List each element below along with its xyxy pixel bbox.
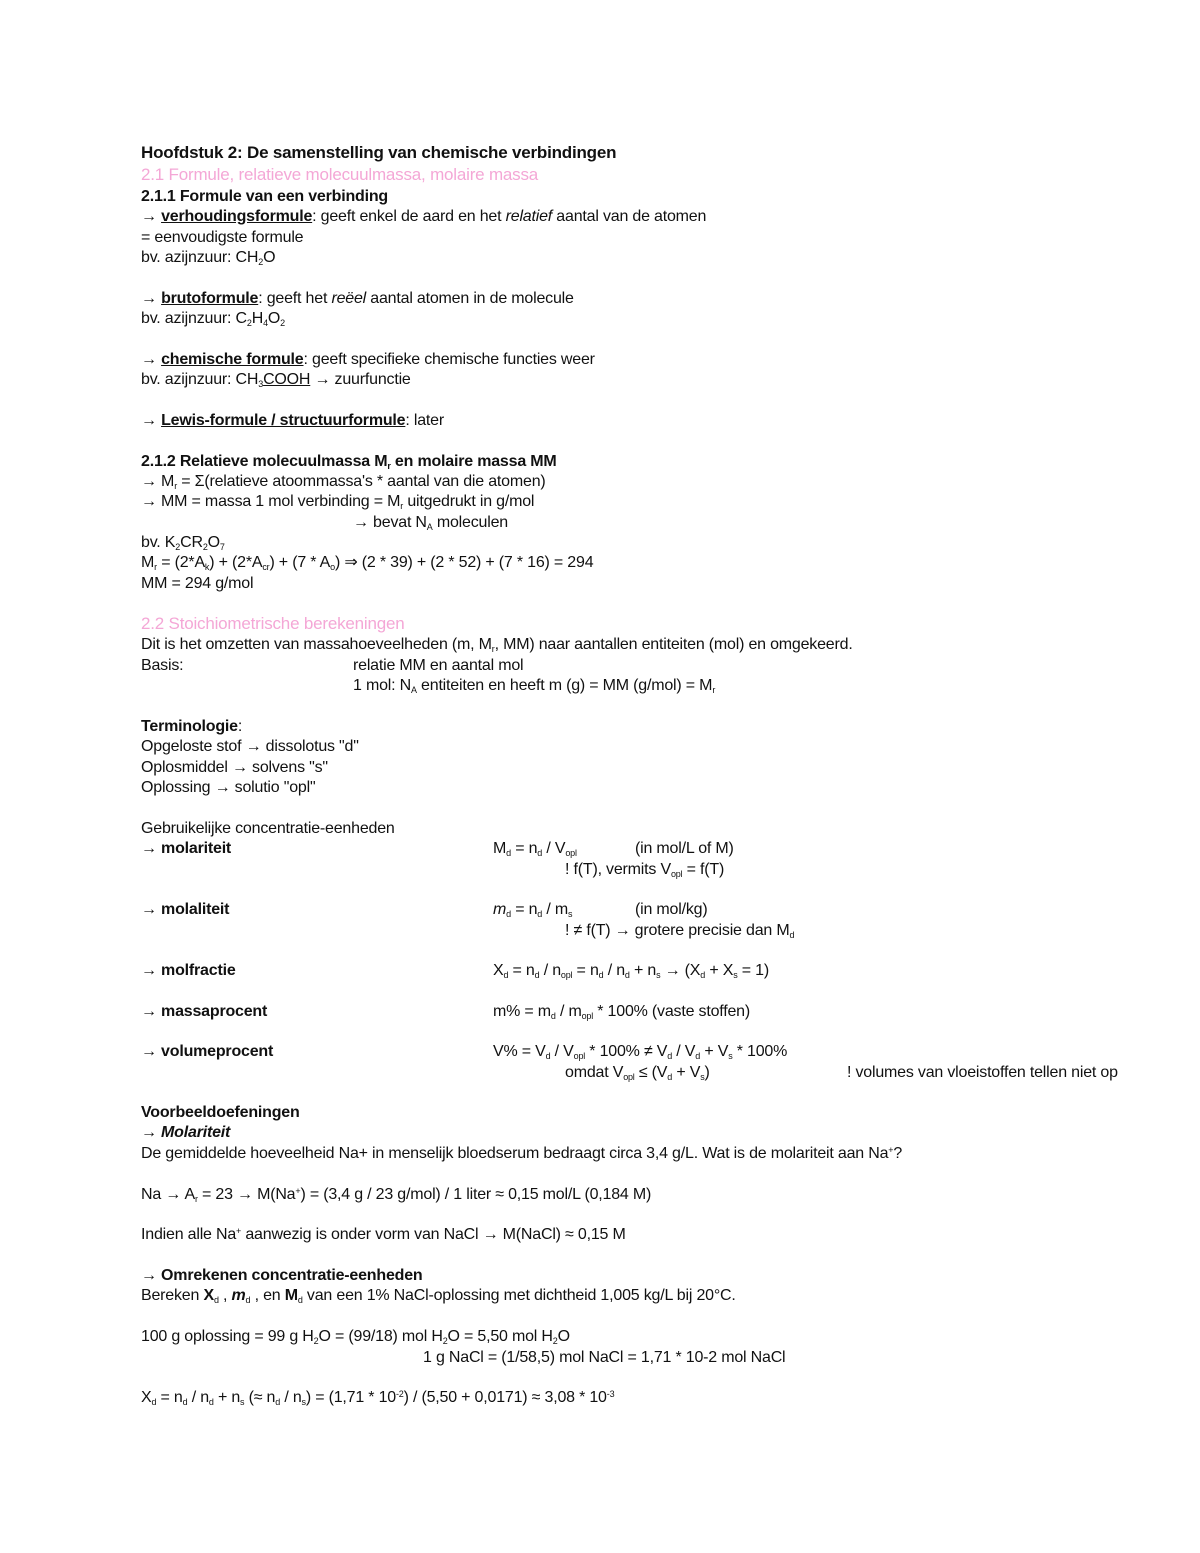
- example-mm-result: MM = 294 g/mol: [141, 575, 254, 592]
- calculation-xd: $X_d = n_d / n_d + n_s$ (≈ $n_d / n_s) = (1,71 * 10^{-2}) / (5,50 + 0,0171) \approx 3,08 * 10^{-3}$: [141, 1389, 615, 1407]
- volumeprocent-row: → volumeprocent $V\% = V_d / V_{opl} * 100\% \ne V_d / V_d + V_s * 100\%$: [141, 1043, 788, 1061]
- example-mr-calc: $M_r = (2*A_k) + (2*A_{cr}) + (7 * A_o)$ ⇒ (2 * 39) + (2 * 52) + (7 * 16) = 294: [141, 554, 594, 572]
- eenvoudigste-line: = eenvoudigste formule: [141, 229, 304, 246]
- mr-definition: → $M_r$ = Σ(relatieve atoommassa's * aantal van die atomen): [141, 473, 546, 491]
- chapter-title: Hoofdstuk 2: De samenstelling van chemische verbindingen: [141, 143, 617, 162]
- example-c2h4o2: bv. azijnzuur: $C_2H_4O_2$: [141, 310, 285, 328]
- stoich-intro: Dit is het omzetten van massahoeveelheden (m, $M_r$, MM) naar aantallen entiteiten (mol) en omgekeerd.: [141, 636, 853, 654]
- calculation-water: 100 g oplossing = 99 g $H_2O = (99/18)$ mol $H_2O = 5,50$ mol $H_2O$: [141, 1328, 570, 1346]
- section-2-2-heading: 2.2 Stoichiometrische berekeningen: [141, 614, 405, 633]
- molariteit-question: De gemiddelde hoeveelheid Na+ in menselijk bloedserum bedraagt circa 3,4 g/L. Wat is de molariteit aan Na+?: [141, 1145, 903, 1162]
- molfractie-row: → molfractie $X_d = n_d / n_{opl} = n_d / n_d + n_s \to (X_d + X_s = 1)$: [141, 962, 769, 980]
- molariteit-example-title: → Molariteit: [141, 1124, 231, 1141]
- term-oplossing: Oplossing → solutio "opl": [141, 779, 316, 796]
- massaprocent-row: → massaprocent $m\% = m_d / m_{opl} * 100\%$ (vaste stoffen): [141, 1003, 751, 1021]
- document-page: Hoofdstuk 2: De samenstelling van chemische verbindingen 2.1 Formule, relatieve molecuulmassa, molaire massa 2.1.1 Formule van een verbinding → verhoudingsformule: geeft enkel de aard en het relatief aantal van de atomen = eenvoudigste formule bv. azijnzuur: $CH_2O$ → brutoformule: geeft het reëel aantal atomen in de molecule bv. azijnzuur: $C_2H_4O_2$ → chemische formule: geeft specifieke chemische functies weer bv. azijnzuur: $CH_3COOH$ → zuurfunctie → Lewis-formule / structuurformule: later 2.1.2 Relatieve molecuulmassa $M_r$ en molaire massa MM → $M_r$ = Σ(relatieve atoommassa's * aantal van die atomen) → MM = massa 1 mol verbinding = $M_r$ uitgedrukt in g/mol → bevat $N_A$ moleculen bv. $K_2CR_2O_7$ $M_r = (2*A_k) + (2*A_{cr}) + (7 * A_o)$ ⇒ (2 * 39) + (2 * 52) + (7 * 16) = 294 MM = 294 g/mol 2.2 Stoichiometrische berekeningen Dit is het omzetten van massahoeveelheden (m, $M_r$, MM) naar aantallen entiteiten (mol) en omgekeerd. Basis: relatie MM en aantal mol 1 mol: $N_A$ entiteiten en heeft m (g) = MM $(g/mol) = M_r$ Terminologie: Opgeloste stof → dissolotus "d" Oplosmiddel → solvens "s" Oplossing → solutio "opl" Gebruikelijke concentratie-eenheden → molariteit $M_d = n_d / V_{opl}$ (in mol/L of M) ! f(T), vermits $V_{opl} = f(T)$ → molaliteit $m_d = n_d / m_s$ (in mol/kg) ! ≠ f(T) → grotere precisie dan $M_d$ → molfractie $X_d = n_d / n_{opl} = n_d / n_d + n_s \to (X_d + X_s = 1)$ → massaprocent $m\% = m_d / m_{opl} * 100\%$ (vaste stoffen) → volumeprocent $V\% = V_d / V_{opl} * 100\% \ne V_d / V_d + V_s * 100\%$ omdat $V_{opl} \le (V_d + V_s)$ ! volumes van vloeistoffen tellen niet op Voorbeeldoefeningen → Molariteit De gemiddelde hoeveelheid Na+ in menselijk bloedserum bedraagt circa 3,4 g/L. Wat is de molariteit aan Na+? $Na \to A_r = 23 \to M(Na^+) = (3,4$ g / 23 g/mol) / 1 liter ≈ 0,15 mol/L (0,184 M) Indien alle Na+ aanwezig is onder vorm van NaCl → M(NaCl) ≈ 0,15 M → Omrekenen concentratie-eenheden Bereken $X_d$ , $m_d$ , en $M_d$ van een 1% NaCl-oplossing met dichtheid 1,005 kg/L bij 20°C. 100 g oplossing = 99 g $H_2O = (99/18)$ mol $H_2O = 5,50$ mol $H_2O$ 1 g NaCl = (1/58,5) mol NaCl = 1,71 * 10-2 mol NaCl $X_d = n_d / n_d + n_s$ (≈ $n_d / n_s) = (1,71 * 10^{-2}) / (5,50 + 0,0171) \approx 3,08 * 10^{-3}$: [141, 143, 1118, 1407]
- concentration-units-heading: Gebruikelijke concentratie-eenheden: [141, 820, 395, 837]
- basis-line-1: Basis: relatie MM en aantal mol: [141, 657, 524, 674]
- molaliteit-row: → molaliteit $m_d = n_d / m_s$ (in mol/kg): [141, 901, 708, 919]
- omrekenen-question: Bereken $X_d$ , $m_d$ , en $M_d$ van een 1% NaCl-oplossing met dichtheid 1,005 kg/L bij 20°C.: [141, 1287, 736, 1305]
- term-opgeloste-stof: Opgeloste stof → dissolotus "d": [141, 738, 359, 755]
- subsection-2-1-1-heading: 2.1.1 Formule van een verbinding: [141, 188, 389, 205]
- example-k2cr2o7: bv. $K_2CR_2O_7$: [141, 534, 225, 552]
- mm-definition: → MM = massa 1 mol verbinding = $M_r$ uitgedrukt in g/mol: [141, 493, 535, 511]
- chemische-formule-line: → chemische formule: geeft specifieke chemische functies weer: [141, 351, 595, 368]
- molariteit-calculation: $Na \to A_r = 23 \to M(Na^+) = (3,4$ g / 23 g/mol) / 1 liter ≈ 0,15 mol/L (0,184 M): [141, 1186, 652, 1204]
- terminologie-heading: Terminologie:: [141, 718, 243, 735]
- nacl-conclusion: Indien alle Na+ aanwezig is onder vorm van NaCl → M(NaCl) ≈ 0,15 M: [141, 1226, 626, 1243]
- molariteit-row: → molariteit $M_d = n_d / V_{opl}$ (in mol/L of M): [141, 840, 734, 858]
- example-ch3cooh: bv. azijnzuur: $CH_3COOH$ → zuurfunctie: [141, 371, 411, 389]
- section-2-1-heading: 2.1 Formule, relatieve molecuulmassa, molaire massa: [141, 165, 539, 184]
- term-oplosmiddel: Oplosmiddel → solvens "s": [141, 759, 328, 776]
- example-ch2o: bv. azijnzuur: $CH_2O$: [141, 249, 276, 267]
- lewis-formule-line: → Lewis-formule / structuurformule: later: [141, 412, 444, 429]
- voorbeeldoefeningen-heading: Voorbeeldoefeningen: [141, 1104, 300, 1121]
- subsection-2-1-2-heading: 2.1.2 Relatieve molecuulmassa $M_r$ en molaire massa MM: [141, 453, 557, 471]
- omrekenen-title: → Omrekenen concentratie-eenheden: [141, 1267, 423, 1284]
- verhoudingsformule-line: → verhoudingsformule: geeft enkel de aard en het relatief aantal van de atomen: [141, 208, 707, 225]
- brutoformule-line: → brutoformule: geeft het reëel aantal atomen in de molecule: [141, 290, 574, 307]
